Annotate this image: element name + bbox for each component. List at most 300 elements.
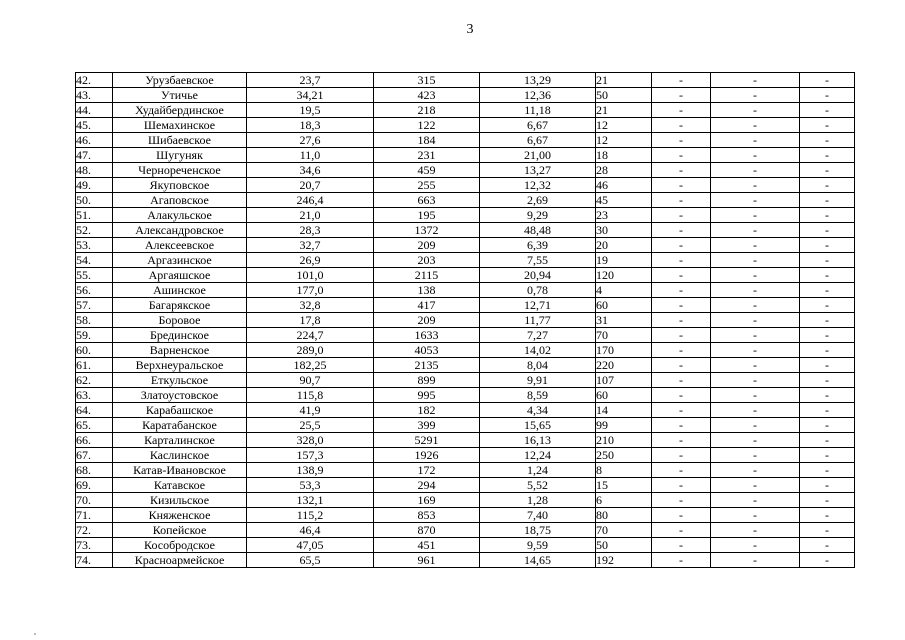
settlement-name: Чернореченское bbox=[113, 163, 247, 178]
dash-cell: - bbox=[652, 328, 711, 343]
dash-cell: - bbox=[800, 163, 855, 178]
dash-cell: - bbox=[711, 103, 800, 118]
row-number: 72. bbox=[76, 523, 113, 538]
population-value: 451 bbox=[374, 538, 480, 553]
dash-cell: - bbox=[711, 298, 800, 313]
density-value: 15,65 bbox=[480, 418, 596, 433]
count-value: 45 bbox=[596, 193, 652, 208]
dash-cell: - bbox=[652, 148, 711, 163]
dash-cell: - bbox=[800, 133, 855, 148]
population-value: 2135 bbox=[374, 358, 480, 373]
population-value: 2115 bbox=[374, 268, 480, 283]
settlement-name: Верхнеуральское bbox=[113, 358, 247, 373]
table-row bbox=[76, 403, 855, 418]
area-value: 328,0 bbox=[247, 433, 374, 448]
area-value: 19,5 bbox=[247, 103, 374, 118]
table-row bbox=[76, 313, 855, 328]
dash-cell: - bbox=[711, 208, 800, 223]
dash-cell: - bbox=[800, 298, 855, 313]
density-value: 4,34 bbox=[480, 403, 596, 418]
dash-cell: - bbox=[652, 103, 711, 118]
dash-cell: - bbox=[800, 103, 855, 118]
settlement-name: Княженское bbox=[113, 508, 247, 523]
row-number: 52. bbox=[76, 223, 113, 238]
dash-cell: - bbox=[800, 403, 855, 418]
density-value: 12,32 bbox=[480, 178, 596, 193]
dash-cell: - bbox=[711, 148, 800, 163]
area-value: 246,4 bbox=[247, 193, 374, 208]
dash-cell: - bbox=[652, 388, 711, 403]
area-value: 115,8 bbox=[247, 388, 374, 403]
density-value: 9,29 bbox=[480, 208, 596, 223]
dash-cell: - bbox=[652, 478, 711, 493]
density-value: 6,67 bbox=[480, 133, 596, 148]
dash-cell: - bbox=[711, 223, 800, 238]
count-value: 80 bbox=[596, 508, 652, 523]
table-row bbox=[76, 178, 855, 193]
dash-cell: - bbox=[652, 283, 711, 298]
density-value: 7,40 bbox=[480, 508, 596, 523]
density-value: 14,65 bbox=[480, 553, 596, 568]
settlement-name: Каслинское bbox=[113, 448, 247, 463]
table-row bbox=[76, 238, 855, 253]
table-row bbox=[76, 373, 855, 388]
dash-cell: - bbox=[652, 538, 711, 553]
density-value: 48,48 bbox=[480, 223, 596, 238]
density-value: 7,27 bbox=[480, 328, 596, 343]
population-value: 172 bbox=[374, 463, 480, 478]
row-number: 51. bbox=[76, 208, 113, 223]
dash-cell: - bbox=[652, 508, 711, 523]
count-value: 192 bbox=[596, 553, 652, 568]
settlement-name: Багарякское bbox=[113, 298, 247, 313]
population-value: 399 bbox=[374, 418, 480, 433]
settlement-name: Кособродское bbox=[113, 538, 247, 553]
area-value: 26,9 bbox=[247, 253, 374, 268]
dash-cell: - bbox=[800, 118, 855, 133]
population-value: 218 bbox=[374, 103, 480, 118]
population-value: 195 bbox=[374, 208, 480, 223]
settlement-name: Агаповское bbox=[113, 193, 247, 208]
table-row bbox=[76, 493, 855, 508]
count-value: 15 bbox=[596, 478, 652, 493]
settlement-name: Златоустовское bbox=[113, 388, 247, 403]
dash-cell: - bbox=[652, 268, 711, 283]
row-number: 48. bbox=[76, 163, 113, 178]
row-number: 55. bbox=[76, 268, 113, 283]
population-value: 209 bbox=[374, 313, 480, 328]
dash-cell: - bbox=[800, 433, 855, 448]
count-value: 220 bbox=[596, 358, 652, 373]
row-number: 63. bbox=[76, 388, 113, 403]
dash-cell: - bbox=[711, 328, 800, 343]
row-number: 43. bbox=[76, 88, 113, 103]
area-value: 28,3 bbox=[247, 223, 374, 238]
settlement-name: Еткульское bbox=[113, 373, 247, 388]
settlement-name: Ашинское bbox=[113, 283, 247, 298]
dash-cell: - bbox=[652, 433, 711, 448]
settlement-name: Брединское bbox=[113, 328, 247, 343]
dash-cell: - bbox=[711, 118, 800, 133]
row-number: 45. bbox=[76, 118, 113, 133]
table-row bbox=[76, 523, 855, 538]
area-value: 177,0 bbox=[247, 283, 374, 298]
density-value: 1,24 bbox=[480, 463, 596, 478]
table-row bbox=[76, 463, 855, 478]
density-value: 2,69 bbox=[480, 193, 596, 208]
dash-cell: - bbox=[652, 238, 711, 253]
count-value: 8 bbox=[596, 463, 652, 478]
dash-cell: - bbox=[711, 388, 800, 403]
density-value: 20,94 bbox=[480, 268, 596, 283]
population-value: 184 bbox=[374, 133, 480, 148]
population-value: 182 bbox=[374, 403, 480, 418]
row-number: 53. bbox=[76, 238, 113, 253]
area-value: 34,21 bbox=[247, 88, 374, 103]
row-number: 71. bbox=[76, 508, 113, 523]
density-value: 12,71 bbox=[480, 298, 596, 313]
settlement-name: Катавское bbox=[113, 478, 247, 493]
density-value: 6,39 bbox=[480, 238, 596, 253]
table-row bbox=[76, 538, 855, 553]
dash-cell: - bbox=[652, 118, 711, 133]
dash-cell: - bbox=[652, 373, 711, 388]
area-value: 224,7 bbox=[247, 328, 374, 343]
count-value: 50 bbox=[596, 88, 652, 103]
density-value: 9,59 bbox=[480, 538, 596, 553]
row-number: 59. bbox=[76, 328, 113, 343]
dash-cell: - bbox=[711, 88, 800, 103]
dash-cell: - bbox=[652, 178, 711, 193]
count-value: 70 bbox=[596, 523, 652, 538]
dash-cell: - bbox=[711, 73, 800, 88]
dash-cell: - bbox=[800, 73, 855, 88]
row-number: 49. bbox=[76, 178, 113, 193]
dash-cell: - bbox=[652, 313, 711, 328]
area-value: 27,6 bbox=[247, 133, 374, 148]
area-value: 32,7 bbox=[247, 238, 374, 253]
count-value: 28 bbox=[596, 163, 652, 178]
dash-cell: - bbox=[800, 508, 855, 523]
density-value: 11,18 bbox=[480, 103, 596, 118]
density-value: 14,02 bbox=[480, 343, 596, 358]
row-number: 54. bbox=[76, 253, 113, 268]
table-row bbox=[76, 358, 855, 373]
dash-cell: - bbox=[711, 418, 800, 433]
table-row bbox=[76, 433, 855, 448]
row-number: 58. bbox=[76, 313, 113, 328]
table-row bbox=[76, 268, 855, 283]
dash-cell: - bbox=[711, 163, 800, 178]
table-row bbox=[76, 508, 855, 523]
dash-cell: - bbox=[711, 343, 800, 358]
population-value: 459 bbox=[374, 163, 480, 178]
area-value: 289,0 bbox=[247, 343, 374, 358]
dash-cell: - bbox=[711, 358, 800, 373]
row-number: 70. bbox=[76, 493, 113, 508]
population-value: 961 bbox=[374, 553, 480, 568]
settlement-name: Варненское bbox=[113, 343, 247, 358]
population-value: 231 bbox=[374, 148, 480, 163]
dash-cell: - bbox=[800, 553, 855, 568]
area-value: 115,2 bbox=[247, 508, 374, 523]
dash-cell: - bbox=[800, 523, 855, 538]
population-value: 423 bbox=[374, 88, 480, 103]
dash-cell: - bbox=[800, 388, 855, 403]
row-number: 44. bbox=[76, 103, 113, 118]
population-value: 169 bbox=[374, 493, 480, 508]
area-value: 23,7 bbox=[247, 73, 374, 88]
dash-cell: - bbox=[711, 403, 800, 418]
count-value: 60 bbox=[596, 388, 652, 403]
row-number: 69. bbox=[76, 478, 113, 493]
dash-cell: - bbox=[711, 478, 800, 493]
row-number: 74. bbox=[76, 553, 113, 568]
dash-cell: - bbox=[652, 448, 711, 463]
settlement-name: Алексеевское bbox=[113, 238, 247, 253]
density-value: 12,36 bbox=[480, 88, 596, 103]
area-value: 46,4 bbox=[247, 523, 374, 538]
settlement-name: Кизильское bbox=[113, 493, 247, 508]
population-value: 294 bbox=[374, 478, 480, 493]
population-value: 209 bbox=[374, 238, 480, 253]
density-value: 0,78 bbox=[480, 283, 596, 298]
row-number: 57. bbox=[76, 298, 113, 313]
settlement-name: Якуповское bbox=[113, 178, 247, 193]
density-value: 21,00 bbox=[480, 148, 596, 163]
table-row bbox=[76, 73, 855, 88]
settlement-name: Алакульское bbox=[113, 208, 247, 223]
dash-cell: - bbox=[800, 193, 855, 208]
dash-cell: - bbox=[711, 553, 800, 568]
settlement-name: Александровское bbox=[113, 223, 247, 238]
dash-cell: - bbox=[652, 193, 711, 208]
settlement-name: Шугуняк bbox=[113, 148, 247, 163]
count-value: 21 bbox=[596, 103, 652, 118]
table-row bbox=[76, 133, 855, 148]
population-value: 853 bbox=[374, 508, 480, 523]
settlement-name: Аргаяшское bbox=[113, 268, 247, 283]
area-value: 34,6 bbox=[247, 163, 374, 178]
settlement-name: Катав-Ивановское bbox=[113, 463, 247, 478]
table-row bbox=[76, 553, 855, 568]
dash-cell: - bbox=[652, 523, 711, 538]
dash-cell: - bbox=[652, 418, 711, 433]
settlement-name: Копейское bbox=[113, 523, 247, 538]
area-value: 17,8 bbox=[247, 313, 374, 328]
dash-cell: - bbox=[652, 553, 711, 568]
population-value: 138 bbox=[374, 283, 480, 298]
density-value: 11,77 bbox=[480, 313, 596, 328]
density-value: 8,59 bbox=[480, 388, 596, 403]
dash-cell: - bbox=[711, 178, 800, 193]
row-number: 64. bbox=[76, 403, 113, 418]
count-value: 4 bbox=[596, 283, 652, 298]
page-number: 3 bbox=[466, 22, 474, 37]
row-number: 47. bbox=[76, 148, 113, 163]
population-value: 1372 bbox=[374, 223, 480, 238]
density-value: 18,75 bbox=[480, 523, 596, 538]
population-value: 1926 bbox=[374, 448, 480, 463]
population-value: 870 bbox=[374, 523, 480, 538]
area-value: 41,9 bbox=[247, 403, 374, 418]
settlement-name: Каратабанское bbox=[113, 418, 247, 433]
row-number: 56. bbox=[76, 283, 113, 298]
dash-cell: - bbox=[800, 538, 855, 553]
dash-cell: - bbox=[800, 463, 855, 478]
count-value: 107 bbox=[596, 373, 652, 388]
dash-cell: - bbox=[652, 223, 711, 238]
dash-cell: - bbox=[800, 373, 855, 388]
row-number: 65. bbox=[76, 418, 113, 433]
row-number: 73. bbox=[76, 538, 113, 553]
row-number: 61. bbox=[76, 358, 113, 373]
dash-cell: - bbox=[800, 223, 855, 238]
data-table bbox=[75, 72, 855, 568]
row-number: 42. bbox=[76, 73, 113, 88]
count-value: 12 bbox=[596, 133, 652, 148]
table-row bbox=[76, 118, 855, 133]
count-value: 31 bbox=[596, 313, 652, 328]
row-number: 68. bbox=[76, 463, 113, 478]
dash-cell: - bbox=[652, 133, 711, 148]
row-number: 46. bbox=[76, 133, 113, 148]
dash-cell: - bbox=[711, 253, 800, 268]
table-row bbox=[76, 328, 855, 343]
area-value: 11,0 bbox=[247, 148, 374, 163]
dash-cell: - bbox=[711, 508, 800, 523]
count-value: 50 bbox=[596, 538, 652, 553]
dash-cell: - bbox=[800, 328, 855, 343]
table-row bbox=[76, 478, 855, 493]
settlement-name: Боровое bbox=[113, 313, 247, 328]
population-value: 203 bbox=[374, 253, 480, 268]
row-number: 67. bbox=[76, 448, 113, 463]
area-value: 138,9 bbox=[247, 463, 374, 478]
density-value: 5,52 bbox=[480, 478, 596, 493]
row-number: 50. bbox=[76, 193, 113, 208]
dash-cell: - bbox=[800, 313, 855, 328]
count-value: 170 bbox=[596, 343, 652, 358]
density-value: 1,28 bbox=[480, 493, 596, 508]
dash-cell: - bbox=[800, 493, 855, 508]
dash-cell: - bbox=[711, 433, 800, 448]
dash-cell: - bbox=[652, 208, 711, 223]
density-value: 6,67 bbox=[480, 118, 596, 133]
dash-cell: - bbox=[652, 298, 711, 313]
area-value: 65,5 bbox=[247, 553, 374, 568]
dash-cell: - bbox=[652, 253, 711, 268]
settlement-name: Шемахинское bbox=[113, 118, 247, 133]
table-row bbox=[76, 418, 855, 433]
row-number: 60. bbox=[76, 343, 113, 358]
dash-cell: - bbox=[711, 373, 800, 388]
area-value: 18,3 bbox=[247, 118, 374, 133]
dash-cell: - bbox=[711, 283, 800, 298]
count-value: 21 bbox=[596, 73, 652, 88]
dash-cell: - bbox=[800, 88, 855, 103]
dash-cell: - bbox=[711, 193, 800, 208]
count-value: 60 bbox=[596, 298, 652, 313]
dash-cell: - bbox=[711, 238, 800, 253]
count-value: 250 bbox=[596, 448, 652, 463]
dash-cell: - bbox=[711, 313, 800, 328]
dash-cell: - bbox=[800, 478, 855, 493]
density-value: 9,91 bbox=[480, 373, 596, 388]
count-value: 120 bbox=[596, 268, 652, 283]
dash-cell: - bbox=[711, 268, 800, 283]
row-number: 62. bbox=[76, 373, 113, 388]
dash-cell: - bbox=[652, 493, 711, 508]
population-value: 315 bbox=[374, 73, 480, 88]
count-value: 70 bbox=[596, 328, 652, 343]
table-row bbox=[76, 388, 855, 403]
table-row bbox=[76, 298, 855, 313]
population-value: 255 bbox=[374, 178, 480, 193]
dash-cell: - bbox=[652, 463, 711, 478]
density-value: 13,27 bbox=[480, 163, 596, 178]
population-value: 4053 bbox=[374, 343, 480, 358]
count-value: 12 bbox=[596, 118, 652, 133]
density-value: 7,55 bbox=[480, 253, 596, 268]
settlement-name: Шибаевское bbox=[113, 133, 247, 148]
dash-cell: - bbox=[800, 148, 855, 163]
scan-speck bbox=[34, 633, 36, 635]
area-value: 21,0 bbox=[247, 208, 374, 223]
count-value: 18 bbox=[596, 148, 652, 163]
table-row bbox=[76, 193, 855, 208]
dash-cell: - bbox=[711, 133, 800, 148]
dash-cell: - bbox=[800, 238, 855, 253]
area-value: 157,3 bbox=[247, 448, 374, 463]
dash-cell: - bbox=[800, 178, 855, 193]
dash-cell: - bbox=[800, 208, 855, 223]
settlement-name: Карталинское bbox=[113, 433, 247, 448]
settlement-name: Худайбердинское bbox=[113, 103, 247, 118]
table-row bbox=[76, 283, 855, 298]
count-value: 14 bbox=[596, 403, 652, 418]
population-value: 995 bbox=[374, 388, 480, 403]
table-row bbox=[76, 448, 855, 463]
row-number: 66. bbox=[76, 433, 113, 448]
area-value: 25,5 bbox=[247, 418, 374, 433]
density-value: 16,13 bbox=[480, 433, 596, 448]
table-row bbox=[76, 103, 855, 118]
area-value: 182,25 bbox=[247, 358, 374, 373]
population-value: 417 bbox=[374, 298, 480, 313]
count-value: 30 bbox=[596, 223, 652, 238]
count-value: 6 bbox=[596, 493, 652, 508]
table-row bbox=[76, 88, 855, 103]
dash-cell: - bbox=[711, 448, 800, 463]
count-value: 20 bbox=[596, 238, 652, 253]
dash-cell: - bbox=[711, 463, 800, 478]
dash-cell: - bbox=[652, 358, 711, 373]
dash-cell: - bbox=[652, 403, 711, 418]
table-body bbox=[76, 73, 855, 568]
area-value: 132,1 bbox=[247, 493, 374, 508]
population-value: 1633 bbox=[374, 328, 480, 343]
settlement-name: Аргазинское bbox=[113, 253, 247, 268]
table-row bbox=[76, 148, 855, 163]
area-value: 20,7 bbox=[247, 178, 374, 193]
table-row bbox=[76, 208, 855, 223]
dash-cell: - bbox=[711, 538, 800, 553]
dash-cell: - bbox=[652, 343, 711, 358]
population-value: 5291 bbox=[374, 433, 480, 448]
dash-cell: - bbox=[800, 268, 855, 283]
area-value: 90,7 bbox=[247, 373, 374, 388]
